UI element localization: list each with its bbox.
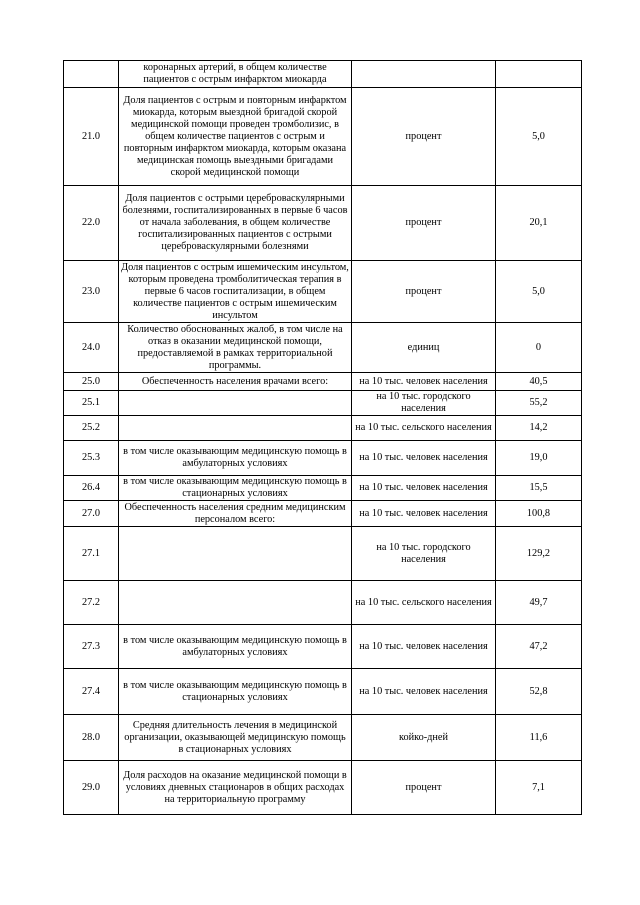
- row-number: 22.0: [64, 186, 119, 261]
- unit-cell: процент: [352, 88, 496, 186]
- value-cell: 15,5: [496, 476, 582, 501]
- row-number: 26.4: [64, 476, 119, 501]
- indicator-name: Доля пациентов с острыми цереброваскулярными болезнями, госпитализированных в первые 6 часов от начала заболевания, в общем количестве госпитализированных пациентов с острыми цереброваскулярными болезнями: [119, 186, 352, 261]
- indicator-name: [119, 581, 352, 625]
- table-row: [64, 323, 582, 373]
- value-cell: 100,8: [496, 501, 582, 527]
- table-row: [64, 373, 582, 391]
- value-cell: 40,5: [496, 373, 582, 391]
- indicator-name: Средняя длительность лечения в медицинской организации, оказывающей медицинскую помощь в стационарных условиях: [119, 715, 352, 761]
- table-row: [64, 391, 582, 416]
- value-cell: 19,0: [496, 441, 582, 476]
- unit-cell: на 10 тыс. сельского населения: [352, 416, 496, 441]
- row-number: 27.4: [64, 669, 119, 715]
- indicator-name: Доля пациентов с острым ишемическим инсультом, которым проведена тромболитическая терапия в первые 6 часов госпитализации, в общем количестве пациентов с острым ишемическим инсультом: [119, 261, 352, 323]
- value-cell: 7,1: [496, 761, 582, 815]
- unit-cell: процент: [352, 761, 496, 815]
- table-row: [64, 527, 582, 581]
- value-cell: 20,1: [496, 186, 582, 261]
- unit-cell: на 10 тыс. человек населения: [352, 501, 496, 527]
- row-number: 25.3: [64, 441, 119, 476]
- value-cell: 0: [496, 323, 582, 373]
- indicator-name: в том числе оказывающим медицинскую помощь в амбулаторных условиях: [119, 441, 352, 476]
- value-cell: 47,2: [496, 625, 582, 669]
- unit-cell: единиц: [352, 323, 496, 373]
- table-row: [64, 715, 582, 761]
- table-row: [64, 416, 582, 441]
- unit-cell: на 10 тыс. человек населения: [352, 441, 496, 476]
- indicator-name: Обеспеченность населения врачами всего:: [119, 373, 352, 391]
- unit-cell: [352, 61, 496, 88]
- value-cell: 5,0: [496, 261, 582, 323]
- value-cell: 49,7: [496, 581, 582, 625]
- table-row: [64, 476, 582, 501]
- unit-cell: на 10 тыс. человек населения: [352, 669, 496, 715]
- indicator-name: в том числе оказывающим медицинскую помощь в амбулаторных условиях: [119, 625, 352, 669]
- value-cell: 5,0: [496, 88, 582, 186]
- indicator-name: [119, 416, 352, 441]
- table-row: [64, 669, 582, 715]
- unit-cell: на 10 тыс. человек населения: [352, 476, 496, 501]
- table-row: [64, 186, 582, 261]
- value-cell: 129,2: [496, 527, 582, 581]
- row-number: 21.0: [64, 88, 119, 186]
- indicator-name: Доля расходов на оказание медицинской помощи в условиях дневных стационаров в общих расходах на территориальную программу: [119, 761, 352, 815]
- indicator-name: Доля пациентов с острым и повторным инфарктом миокарда, которым выездной бригадой скорой медицинской помощи проведен тромболизис, в общем количестве пациентов с острым и повторным инфарктом миокарда, которым оказана медицинская помощь выездными бригадами скорой медицинской помощи: [119, 88, 352, 186]
- table-row: [64, 625, 582, 669]
- table-row: [64, 441, 582, 476]
- indicators-table: [63, 60, 582, 815]
- row-number: 25.2: [64, 416, 119, 441]
- row-number: 25.1: [64, 391, 119, 416]
- unit-cell: процент: [352, 186, 496, 261]
- indicator-name: в том числе оказывающим медицинскую помощь в стационарных условиях: [119, 669, 352, 715]
- row-number: 23.0: [64, 261, 119, 323]
- row-number: 24.0: [64, 323, 119, 373]
- indicator-name: [119, 391, 352, 416]
- value-cell: 52,8: [496, 669, 582, 715]
- row-number: 27.1: [64, 527, 119, 581]
- indicator-name: коронарных артерий, в общем количестве пациентов с острым инфарктом миокарда: [119, 61, 352, 88]
- row-number: 25.0: [64, 373, 119, 391]
- indicator-name: Обеспеченность населения средним медицинским персоналом всего:: [119, 501, 352, 527]
- row-number: 28.0: [64, 715, 119, 761]
- unit-cell: на 10 тыс. человек населения: [352, 373, 496, 391]
- table-row: [64, 61, 582, 88]
- indicator-name: в том числе оказывающим медицинскую помощь в стационарных условиях: [119, 476, 352, 501]
- unit-cell: на 10 тыс. сельского населения: [352, 581, 496, 625]
- row-number: 27.2: [64, 581, 119, 625]
- unit-cell: на 10 тыс. городского населения: [352, 527, 496, 581]
- indicator-name: Количество обоснованных жалоб, в том числе на отказ в оказании медицинской помощи, предоставляемой в рамках территориальной программы.: [119, 323, 352, 373]
- indicator-name: [119, 527, 352, 581]
- unit-cell: на 10 тыс. человек населения: [352, 625, 496, 669]
- row-number: 29.0: [64, 761, 119, 815]
- table-row: [64, 261, 582, 323]
- unit-cell: процент: [352, 261, 496, 323]
- value-cell: [496, 61, 582, 88]
- row-number: [64, 61, 119, 88]
- table-row: [64, 88, 582, 186]
- row-number: 27.3: [64, 625, 119, 669]
- table-row: [64, 761, 582, 815]
- unit-cell: койко-дней: [352, 715, 496, 761]
- table-row: [64, 501, 582, 527]
- value-cell: 55,2: [496, 391, 582, 416]
- value-cell: 14,2: [496, 416, 582, 441]
- value-cell: 11,6: [496, 715, 582, 761]
- table-row: [64, 581, 582, 625]
- unit-cell: на 10 тыс. городского населения: [352, 391, 496, 416]
- row-number: 27.0: [64, 501, 119, 527]
